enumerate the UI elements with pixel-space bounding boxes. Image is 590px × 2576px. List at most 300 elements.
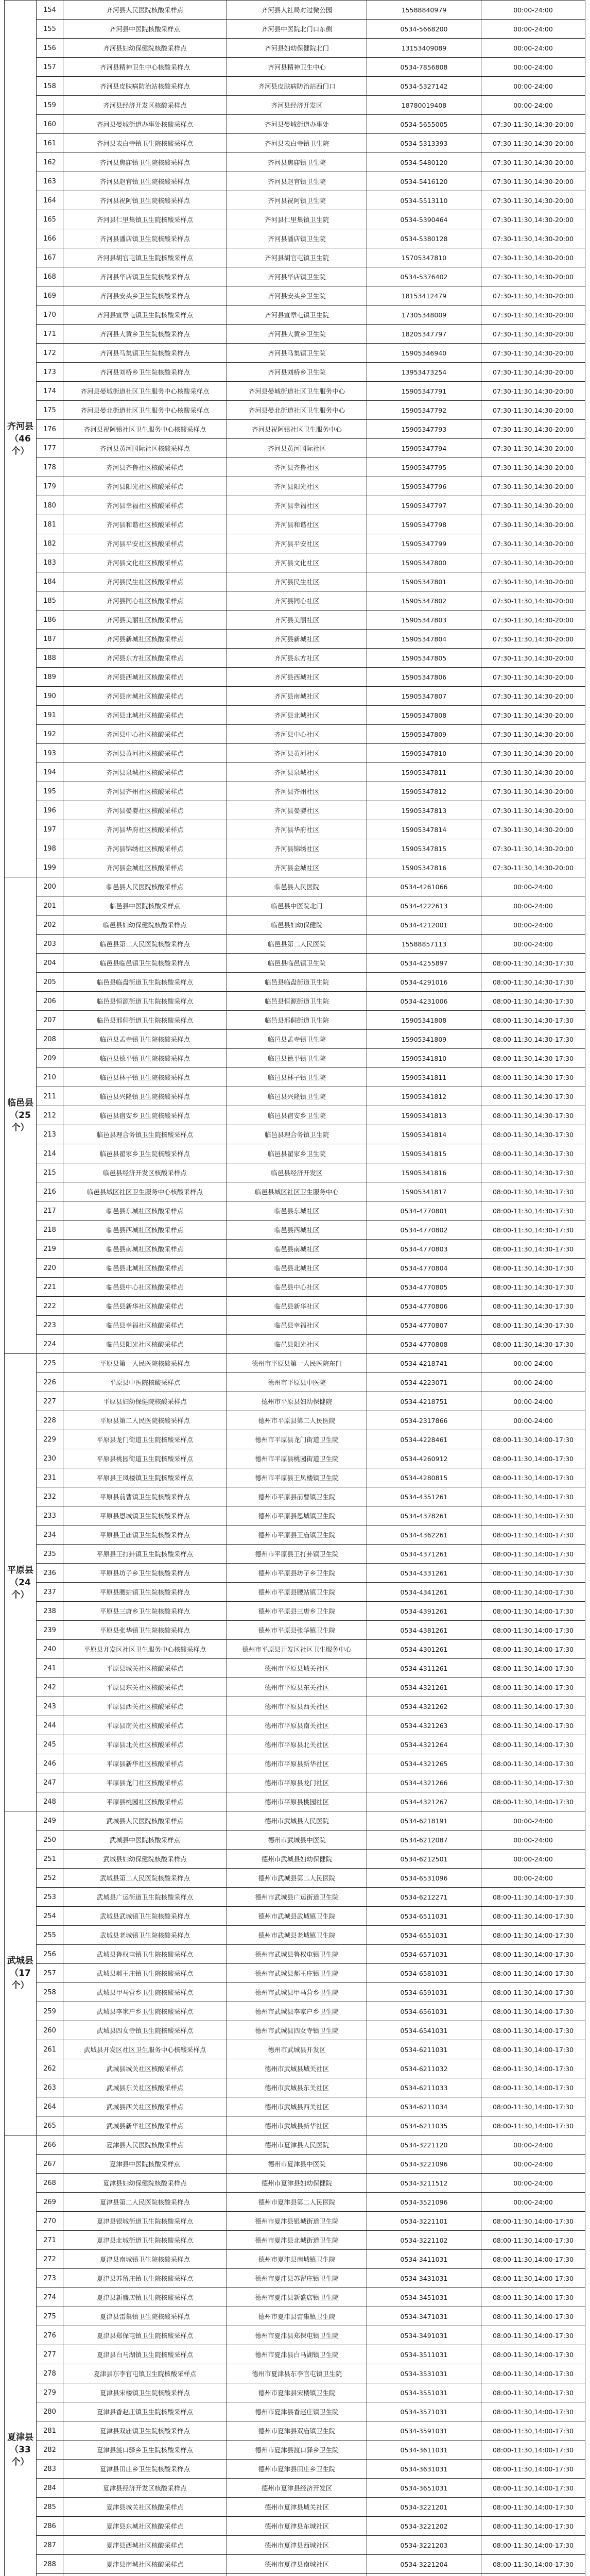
site-hours: 08:00-11:30,14:00-17:30 — [481, 1526, 585, 1545]
site-phone: 0534-4231006 — [367, 992, 481, 1011]
site-address: 齐河县表白寺镇卫生院 — [227, 134, 367, 153]
site-name: 平原县坊子乡卫生院核酸采样点 — [63, 1564, 227, 1583]
site-hours: 08:00-11:30,14:00-17:30 — [481, 2269, 585, 2288]
site-name: 临邑县北城社区核酸采样点 — [63, 1259, 227, 1278]
site-phone: 15905347814 — [367, 820, 481, 839]
site-phone: 15905347812 — [367, 782, 481, 801]
row-number: 225 — [37, 1354, 63, 1373]
site-address — [227, 2574, 367, 2576]
site-phone: 0534-4255897 — [367, 954, 481, 973]
table-row — [5, 1316, 585, 1335]
site-address: 齐河县民生社区 — [227, 572, 367, 591]
site-address: 德州市平原县东关社区 — [227, 1678, 367, 1697]
site-phone: 17305348009 — [367, 306, 481, 325]
site-name: 武城县中医院核酸采样点 — [63, 1831, 227, 1850]
site-phone: 15905347799 — [367, 534, 481, 553]
table-row — [5, 58, 585, 77]
site-hours: 00:00-24:00 — [481, 877, 585, 896]
site-phone: 0534-6211031 — [367, 2040, 481, 2059]
table-row — [5, 1125, 585, 1144]
site-name: 齐河县大黄乡卫生院核酸采样点 — [63, 325, 227, 344]
row-number: 242 — [37, 1678, 63, 1697]
site-name: 临邑县临盘街道卫生院核酸采样点 — [63, 973, 227, 992]
site-name: 齐河县刘桥乡卫生院核酸采样点 — [63, 363, 227, 382]
site-phone: 15905347807 — [367, 687, 481, 706]
site-name: 武城县郝王庄镇卫生院核酸采样点 — [63, 1964, 227, 1983]
site-address: 齐河县祝阿镇卫生院 — [227, 191, 367, 210]
site-name: 平原县张华镇卫生院核酸采样点 — [63, 1621, 227, 1640]
site-phone: 0534-4223071 — [367, 1373, 481, 1392]
site-phone: 15905347801 — [367, 572, 481, 591]
site-hours: 07:30-11:30,14:30-20:00 — [481, 267, 585, 286]
row-number: 280 — [37, 2402, 63, 2421]
table-row — [5, 2517, 585, 2536]
table-row — [5, 210, 585, 229]
site-name: 齐河县祝阿镇卫生院核酸采样点 — [63, 191, 227, 210]
site-address: 德州市夏津县郑保屯镇卫生院 — [227, 2326, 367, 2345]
table-row — [5, 477, 585, 496]
row-number: 254 — [37, 1907, 63, 1926]
site-name: 夏津县苏留庄镇卫生院核酸采样点 — [63, 2269, 227, 2288]
site-address: 德州市夏津县东李官屯镇卫生院 — [227, 2364, 367, 2383]
site-hours: 07:30-11:30,14:30-20:00 — [481, 325, 585, 344]
site-address: 德州市武城县广运街道卫生院 — [227, 1888, 367, 1907]
row-number: 174 — [37, 382, 63, 401]
site-name: 齐河县黄河国际社区核酸采样点 — [63, 439, 227, 458]
site-address: 齐河县同心社区 — [227, 591, 367, 611]
site-name: 齐河县晏北街道社区卫生服务中心核酸采样点 — [63, 401, 227, 420]
row-number: 240 — [37, 1640, 63, 1659]
site-hours: 08:00-11:30,14:00-17:30 — [481, 1716, 585, 1735]
site-phone: 15905347797 — [367, 496, 481, 515]
row-number: 166 — [37, 229, 63, 248]
site-hours: 08:00-11:30,14:00-17:30 — [481, 1640, 585, 1659]
site-hours: 07:30-11:30,14:30-20:00 — [481, 344, 585, 363]
site-name: 齐河县华府社区核酸采样点 — [63, 820, 227, 839]
site-address: 齐河县马集镇卫生院 — [227, 344, 367, 363]
site-address: 临邑县临盘街道卫生院 — [227, 973, 367, 992]
site-phone: 0534-6551031 — [367, 1926, 481, 1945]
row-number: 227 — [37, 1392, 63, 1411]
row-number: 184 — [37, 572, 63, 591]
site-phone: 0534-5655005 — [367, 115, 481, 134]
site-hours: 08:00-11:30,14:00-17:30 — [481, 1754, 585, 1773]
row-number: 251 — [37, 1850, 63, 1869]
site-phone: 0534-4770802 — [367, 1221, 481, 1240]
site-hours: 07:30-11:30,14:30-20:00 — [481, 382, 585, 401]
site-name: 齐河县胡官屯镇卫生院核酸采样点 — [63, 248, 227, 267]
site-name: 武城县妇幼保健院核酸采样点 — [63, 1850, 227, 1869]
table-row — [5, 1602, 585, 1621]
site-name: 平原县王庙镇卫生院核酸采样点 — [63, 1526, 227, 1545]
site-address: 德州市夏津县南城社区 — [227, 2555, 367, 2574]
row-number: 185 — [37, 591, 63, 611]
row-number: 249 — [37, 1811, 63, 1831]
site-phone: 15905347815 — [367, 839, 481, 858]
site-phone: 13153409089 — [367, 39, 481, 58]
site-phone: 0534-3651031 — [367, 2479, 481, 2498]
table-row — [5, 2536, 585, 2555]
site-address: 齐河县新城社区 — [227, 630, 367, 649]
site-phone: 0534-4770804 — [367, 1259, 481, 1278]
site-name: 临邑县西城社区核酸采样点 — [63, 1221, 227, 1240]
table-row — [5, 96, 585, 115]
site-address: 德州市平原县新华社区 — [227, 1754, 367, 1773]
site-hours: 00:00-24:00 — [481, 1354, 585, 1373]
site-address: 德州市武城县郝王庄镇卫生院 — [227, 1964, 367, 1983]
row-number: 188 — [37, 649, 63, 668]
site-name: 临邑县幸福社区核酸采样点 — [63, 1316, 227, 1335]
table-row — [5, 1850, 585, 1869]
site-name: 夏津县渡口驿乡卫生院核酸采样点 — [63, 2441, 227, 2460]
row-number: 171 — [37, 325, 63, 344]
site-hours: 08:00-11:30,14:30-17:30 — [481, 1278, 585, 1297]
table-row — [5, 344, 585, 363]
table-row — [5, 1240, 585, 1259]
site-address: 齐河县华店镇卫生院 — [227, 267, 367, 286]
site-phone: 0534-3221201 — [367, 2498, 481, 2517]
site-name: 平原县城关社区核酸采样点 — [63, 1659, 227, 1678]
row-number: 281 — [37, 2421, 63, 2441]
site-phone: 15905347794 — [367, 439, 481, 458]
table-row — [5, 725, 585, 744]
site-phone: 0534-3521096 — [367, 2193, 481, 2212]
site-address: 德州市武城县第二人民医院 — [227, 1869, 367, 1888]
site-name: 武城县老城镇卫生院核酸采样点 — [63, 1926, 227, 1945]
site-phone: 0534-3611031 — [367, 2441, 481, 2460]
site-hours: 08:00-11:30,14:00-17:30 — [481, 1907, 585, 1926]
site-address: 德州市夏津县宋楼镇卫生院 — [227, 2383, 367, 2402]
site-hours: 08:00-11:30,14:30-17:30 — [481, 992, 585, 1011]
row-number: 216 — [37, 1182, 63, 1201]
site-hours: 08:00-11:30,14:00-17:30 — [481, 2078, 585, 2097]
table-row — [5, 2460, 585, 2479]
row-number: 273 — [37, 2269, 63, 2288]
site-hours: 08:00-11:30,14:30-17:30 — [481, 973, 585, 992]
site-address: 德州市武城县新华社区 — [227, 2116, 367, 2136]
site-name: 平原县北关社区核酸采样点 — [63, 1735, 227, 1754]
row-number: 224 — [37, 1335, 63, 1354]
table-row — [5, 1297, 585, 1316]
site-name: 夏津县北城街道卫生院核酸采样点 — [63, 2231, 227, 2250]
site-address: 临邑县东城社区 — [227, 1201, 367, 1221]
site-address: 临邑县翟家乡卫生院 — [227, 1144, 367, 1163]
site-name: 夏津县郑保屯镇卫生院核酸采样点 — [63, 2326, 227, 2345]
site-address: 临邑县经济开发区 — [227, 1163, 367, 1182]
site-name: 齐河县金城社区核酸采样点 — [63, 858, 227, 877]
row-number: 177 — [37, 439, 63, 458]
site-hours: 08:00-11:30,14:00-17:30 — [481, 1945, 585, 1964]
site-phone: 18780019408 — [367, 96, 481, 115]
table-row — [5, 1621, 585, 1640]
table-row — [5, 858, 585, 877]
site-hours: 00:00-24:00 — [481, 39, 585, 58]
table-row — [5, 1564, 585, 1583]
site-address: 齐河县妇幼保健院北门 — [227, 39, 367, 58]
row-number: 192 — [37, 725, 63, 744]
site-name: 齐河县幸福社区核酸采样点 — [63, 496, 227, 515]
row-number: 179 — [37, 477, 63, 496]
site-phone: 18205347797 — [367, 325, 481, 344]
row-number: 207 — [37, 1011, 63, 1030]
site-hours: 00:00-24:00 — [481, 2174, 585, 2193]
row-number: 197 — [37, 820, 63, 839]
site-address: 德州市夏津县城关社区 — [227, 2498, 367, 2517]
row-number: 193 — [37, 744, 63, 763]
site-address: 临邑县恒源街道卫生院 — [227, 992, 367, 1011]
site-address: 临邑县孟寺镇卫生院 — [227, 1030, 367, 1049]
site-name: 平原县第一人民医院核酸采样点 — [63, 1354, 227, 1373]
site-name: 临邑县兴隆镇卫生院核酸采样点 — [63, 1087, 227, 1106]
table-row — [5, 801, 585, 820]
site-phone: 0534-4770807 — [367, 1316, 481, 1335]
site-address: 临邑县人民医院 — [227, 877, 367, 896]
site-address: 德州市平原县恩城镇卫生院 — [227, 1506, 367, 1526]
site-phone: 0534-3221203 — [367, 2536, 481, 2555]
site-address: 德州市平原县王凤楼镇卫生院 — [227, 1468, 367, 1487]
site-address: 齐河县齐鲁社区 — [227, 458, 367, 477]
table-row — [5, 306, 585, 325]
site-hours: 08:00-11:30,14:30-17:30 — [481, 1240, 585, 1259]
table-row — [5, 1411, 585, 1430]
table-row — [5, 115, 585, 134]
site-hours: 00:00-24:00 — [481, 896, 585, 916]
row-number: 156 — [37, 39, 63, 58]
site-phone: 13953473254 — [367, 363, 481, 382]
row-number: 266 — [37, 2136, 63, 2155]
site-name: 武城县西关社区核酸采样点 — [63, 2097, 227, 2116]
site-name: 武城县新华社区核酸采样点 — [63, 2116, 227, 2136]
row-number: 258 — [37, 1983, 63, 2002]
site-phone: 0534-4311261 — [367, 1659, 481, 1678]
row-number: 180 — [37, 496, 63, 515]
table-row — [5, 1926, 585, 1945]
site-hours: 08:00-11:30,14:00-17:30 — [481, 2460, 585, 2479]
site-hours: 07:30-11:30,14:30-20:00 — [481, 801, 585, 820]
site-hours: 07:30-11:30,14:30-20:00 — [481, 649, 585, 668]
site-address: 德州市武城县武城镇卫生院 — [227, 1907, 367, 1926]
row-number: 241 — [37, 1659, 63, 1678]
site-hours: 07:30-11:30,14:30-20:00 — [481, 706, 585, 725]
site-address: 德州市夏津县苏留庄镇卫生院 — [227, 2269, 367, 2288]
site-address: 德州市平原县妇幼保健院 — [227, 1392, 367, 1411]
site-address: 德州市武城县鲁权屯镇卫生院 — [227, 1945, 367, 1964]
site-address: 齐河县东方社区 — [227, 649, 367, 668]
site-name: 齐河县人民医院核酸采样点 — [63, 1, 227, 20]
site-phone: 0534-3411031 — [367, 2250, 481, 2269]
site-address: 齐河县祝阿镇社区卫生服务中心 — [227, 420, 367, 439]
site-hours: 00:00-24:00 — [481, 1831, 585, 1850]
site-name: 齐河县仁里集镇卫生院核酸采样点 — [63, 210, 227, 229]
site-phone: 0534-3471031 — [367, 2307, 481, 2326]
row-number: 154 — [37, 1, 63, 20]
row-number: 195 — [37, 782, 63, 801]
site-name: 夏津县雷集镇卫生院核酸采样点 — [63, 2307, 227, 2326]
site-phone: 0534-6511031 — [367, 1907, 481, 1926]
site-name: 齐河县北城社区核酸采样点 — [63, 706, 227, 725]
site-name: 齐河县民生社区核酸采样点 — [63, 572, 227, 591]
site-address: 齐河县潘店镇卫生院 — [227, 229, 367, 248]
site-phone: 0534-6212501 — [367, 1850, 481, 1869]
site-hours: 08:00-11:30,14:00-17:30 — [481, 2307, 585, 2326]
site-phone: 0534-6581031 — [367, 1964, 481, 1983]
table-row — [5, 1468, 585, 1487]
table-row — [5, 1545, 585, 1564]
table-row — [5, 2002, 585, 2021]
site-name: 临邑县东城社区核酸采样点 — [63, 1201, 227, 1221]
site-hours: 00:00-24:00 — [481, 1869, 585, 1888]
site-name: 临邑县理合务镇卫生院核酸采样点 — [63, 1125, 227, 1144]
row-number: 256 — [37, 1945, 63, 1964]
site-hours: 08:00-11:30,14:00-17:30 — [481, 2441, 585, 2460]
site-phone: 0534-3221102 — [367, 2231, 481, 2250]
site-phone: 0534-5380128 — [367, 229, 481, 248]
table-row — [5, 1754, 585, 1773]
site-address: 齐河县阳光社区 — [227, 477, 367, 496]
site-hours: 07:30-11:30,14:30-20:00 — [481, 858, 585, 877]
site-address: 德州市夏津县双庙镇卫生院 — [227, 2421, 367, 2441]
site-hours: 08:00-11:30,14:00-17:30 — [481, 1506, 585, 1526]
row-number: 212 — [37, 1106, 63, 1125]
table-row — [5, 2345, 585, 2364]
site-hours: 07:30-11:30,14:30-20:00 — [481, 630, 585, 649]
site-address: 齐河县仁里集镇卫生院 — [227, 210, 367, 229]
row-number: 284 — [37, 2479, 63, 2498]
site-name: 齐河县安头乡卫生院核酸采样点 — [63, 286, 227, 306]
site-address: 齐河县平安社区 — [227, 534, 367, 553]
site-hours: 07:30-11:30,14:30-20:00 — [481, 306, 585, 325]
site-address: 临邑县南城社区 — [227, 1240, 367, 1259]
site-phone: 15905347805 — [367, 649, 481, 668]
row-number: 215 — [37, 1163, 63, 1182]
site-name: 齐河县焦庙镇卫生院核酸采样点 — [63, 153, 227, 172]
site-address: 临邑县北城社区 — [227, 1259, 367, 1278]
table-row — [5, 668, 585, 687]
site-phone: 15905341812 — [367, 1087, 481, 1106]
site-hours: 08:00-11:30,14:00-17:30 — [481, 1487, 585, 1506]
site-phone: 0534-3591031 — [367, 2421, 481, 2441]
site-hours: 08:00-11:30,14:00-17:30 — [481, 2116, 585, 2136]
site-hours: 08:00-11:30,14:00-17:30 — [481, 2059, 585, 2078]
row-number: 160 — [37, 115, 63, 134]
site-address: 德州市夏津县北城街道卫生院 — [227, 2231, 367, 2250]
site-phone: 0534-4770808 — [367, 1335, 481, 1354]
site-address: 德州市夏津县雷集镇卫生院 — [227, 2307, 367, 2326]
row-number: 228 — [37, 1411, 63, 1430]
site-address: 齐河县安头乡卫生院 — [227, 286, 367, 306]
table-row — [5, 649, 585, 668]
site-phone: 0534-5513110 — [367, 191, 481, 210]
site-name: 平原县西关社区核酸采样点 — [63, 1697, 227, 1716]
table-row — [5, 2421, 585, 2441]
site-address: 齐河县胡官屯镇卫生院 — [227, 248, 367, 267]
site-address: 德州市平原县南关社区 — [227, 1716, 367, 1735]
row-number: 214 — [37, 1144, 63, 1163]
site-address: 德州市平原县城关社区 — [227, 1659, 367, 1678]
site-hours: 08:00-11:30,14:30-17:30 — [481, 1201, 585, 1221]
site-address: 齐河县金城社区 — [227, 858, 367, 877]
table-row — [5, 2136, 585, 2155]
site-address: 临邑县阳光社区 — [227, 1335, 367, 1354]
region-cell: 平原县 （24个） — [5, 1354, 37, 1811]
site-hours: 08:00-11:30,14:00-17:30 — [481, 2345, 585, 2364]
site-phone: 0534-4222613 — [367, 896, 481, 916]
site-address: 德州市夏津县白马湖镇卫生院 — [227, 2345, 367, 2364]
table-row — [5, 1735, 585, 1754]
site-hours: 07:30-11:30,14:30-20:00 — [481, 496, 585, 515]
site-name: 临邑县第二人民医院核酸采样点 — [63, 935, 227, 954]
table-row — [5, 2174, 585, 2193]
site-name: 夏津县香赵庄镇卫生院核酸采样点 — [63, 2402, 227, 2421]
site-phone: 0534-3221101 — [367, 2212, 481, 2231]
site-phone: 0534-5313393 — [367, 134, 481, 153]
site-phone: 0534-4341261 — [367, 1583, 481, 1602]
site-hours: 07:30-11:30,14:30-20:00 — [481, 763, 585, 782]
site-address: 德州市武城县人民医院 — [227, 1811, 367, 1831]
site-phone: 0534-4321264 — [367, 1735, 481, 1754]
table-row — [5, 1640, 585, 1659]
site-name: 齐河县精神卫生中心核酸采样点 — [63, 58, 227, 77]
site-address: 德州市平原县第一人民医院东门 — [227, 1354, 367, 1373]
row-number: 275 — [37, 2307, 63, 2326]
site-name: 平原县桃园街道卫生院核酸采样点 — [63, 1449, 227, 1468]
site-name: 齐河县晏城街道办事处核酸采样点 — [63, 115, 227, 134]
site-phone: 15905346940 — [367, 344, 481, 363]
table-row — [5, 2498, 585, 2517]
site-hours: 07:30-11:30,14:30-20:00 — [481, 153, 585, 172]
site-name: 夏津县新盛店镇卫生院核酸采样点 — [63, 2288, 227, 2307]
site-address: 临邑县幸福社区 — [227, 1316, 367, 1335]
site-hours: 07:30-11:30,14:30-20:00 — [481, 115, 585, 134]
row-number: 163 — [37, 172, 63, 191]
row-number: 190 — [37, 687, 63, 706]
row-number: 288 — [37, 2555, 63, 2574]
site-address: 德州市平原县开发区社区卫生服务中心 — [227, 1640, 367, 1659]
site-name: 平原县恩城镇卫生院核酸采样点 — [63, 1506, 227, 1526]
site-hours: 08:00-11:30,14:30-17:30 — [481, 1068, 585, 1087]
row-number: 199 — [37, 858, 63, 877]
site-address: 齐河县皮肤病防治站西门口 — [227, 77, 367, 96]
site-hours: 08:00-11:30,14:30-17:30 — [481, 1297, 585, 1316]
site-address: 临邑县第二人民医院 — [227, 935, 367, 954]
site-name: 夏津县双庙镇卫生院核酸采样点 — [63, 2421, 227, 2441]
site-name: 夏津县南城镇卫生院核酸采样点 — [63, 2250, 227, 2269]
site-phone: 0534-3431031 — [367, 2269, 481, 2288]
site-hours: 08:00-11:30,14:00-17:30 — [481, 1735, 585, 1754]
site-name: 武城县武城镇卫生院核酸采样点 — [63, 1907, 227, 1926]
site-address: 德州市平原县三唐乡卫生院 — [227, 1602, 367, 1621]
table-row — [5, 20, 585, 39]
site-hours: 08:00-11:30,14:00-17:30 — [481, 1773, 585, 1792]
site-hours: 07:30-11:30,14:30-20:00 — [481, 572, 585, 591]
site-hours: 07:30-11:30,14:30-20:00 — [481, 286, 585, 306]
site-hours: 07:30-11:30,14:30-20:00 — [481, 782, 585, 801]
table-row — [5, 1430, 585, 1449]
site-hours: 08:00-11:30,14:00-17:30 — [481, 1964, 585, 1983]
site-address: 德州市平原县王打卦镇卫生院 — [227, 1545, 367, 1564]
site-phone: 0534-3221202 — [367, 2517, 481, 2536]
table-row — [5, 1449, 585, 1468]
site-hours: 00:00-24:00 — [481, 916, 585, 935]
site-hours: 08:00-11:30,14:30-17:30 — [481, 1144, 585, 1163]
site-hours: 00:00-24:00 — [481, 2155, 585, 2174]
site-hours: 08:00-11:30,14:00-17:30 — [481, 1430, 585, 1449]
row-number: 279 — [37, 2383, 63, 2402]
site-name: 平原县王打卦镇卫生院核酸采样点 — [63, 1545, 227, 1564]
site-address: 德州市平原县北关社区 — [227, 1735, 367, 1754]
site-name: 临邑县临邑镇卫生院核酸采样点 — [63, 954, 227, 973]
table-row — [5, 1697, 585, 1716]
